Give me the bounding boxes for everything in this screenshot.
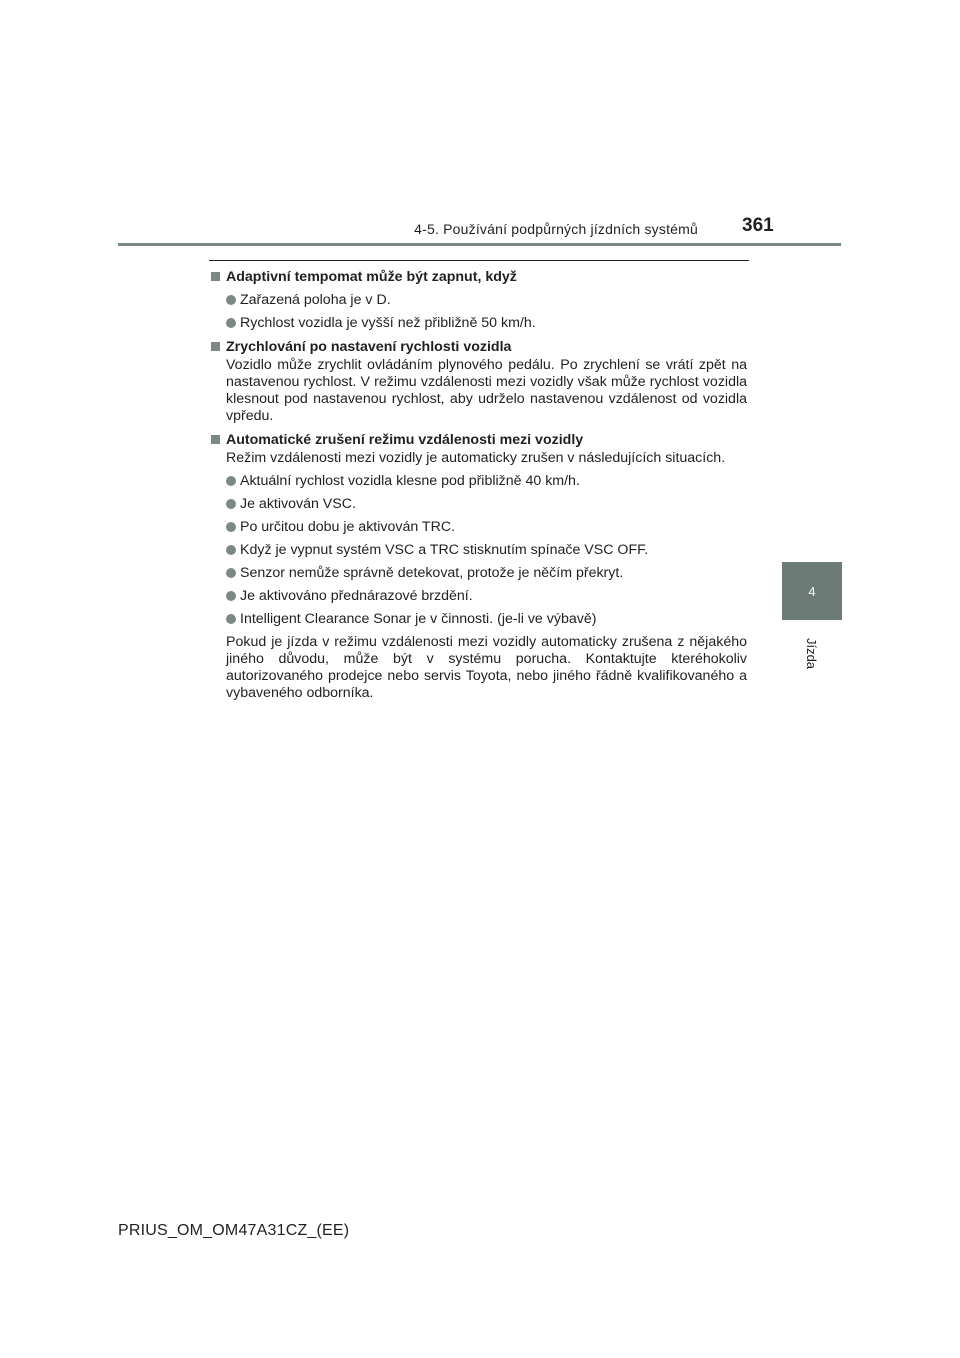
- chapter-label-container: [782, 628, 842, 678]
- square-bullet-icon: [211, 272, 220, 281]
- list-item: Rychlost vozidla je vyšší než přibližně 50 km/h.: [209, 315, 747, 332]
- list-item: Aktuální rychlost vozidla klesne pod přibližně 40 km/h.: [209, 473, 747, 490]
- circle-bullet-icon: [226, 614, 236, 624]
- section-heading: Adaptivní tempomat může být zapnut, když: [209, 269, 747, 286]
- circle-bullet-icon: [226, 318, 236, 328]
- header-rule: [118, 243, 841, 246]
- chapter-tab[interactable]: [782, 562, 842, 620]
- list-item: Je aktivováno přednárazové brzdění.: [209, 588, 747, 605]
- circle-bullet-icon: [226, 591, 236, 601]
- square-bullet-icon: [211, 342, 220, 351]
- circle-bullet-icon: [226, 476, 236, 486]
- section-title: 4-5. Používání podpůrných jízdních systémů: [414, 221, 698, 237]
- list-item: Zařazená poloha je v D.: [209, 292, 747, 309]
- document-code: PRIUS_OM_OM47A31CZ_(EE): [118, 1222, 350, 1239]
- list-item: Po určitou dobu je aktivován TRC.: [209, 519, 747, 536]
- list-item: Když je vypnut systém VSC a TRC stisknutím spínače VSC OFF.: [209, 542, 747, 559]
- section-rule: [209, 260, 749, 261]
- circle-bullet-icon: [226, 295, 236, 305]
- list-item: Je aktivován VSC.: [209, 496, 747, 513]
- chapter-label: Jízda: [804, 637, 820, 669]
- circle-bullet-icon: [226, 522, 236, 532]
- closing-paragraph: Pokud je jízda v režimu vzdálenosti mezi vozidly automaticky zrušena z nějakého jiného důvodu, může být v systému porucha. Kontaktujte kteréhokoliv autorizovaného prodejce nebo servis Toyota, nebo jiného řádně kvalifikovaného a vybaveného odborníka.: [226, 634, 747, 701]
- page-number: 361: [742, 215, 774, 236]
- section-paragraph: Vozidlo může zrychlit ovládáním plynového pedálu. Po zrychlení se vrátí zpět na nastavenou rychlost. V režimu vzdálenosti mezi vozidly však může rychlost vozidla klesnout pod nastavenou rychlost, aby udrželo nastavenou vzdálenost od vozidla vpředu.: [226, 357, 747, 424]
- list-item: Intelligent Clearance Sonar je v činnosti. (je-li ve výbavě): [209, 611, 747, 628]
- chapter-number: 4: [808, 583, 816, 599]
- section-heading: Automatické zrušení režimu vzdálenosti mezi vozidly: [209, 432, 747, 449]
- section-heading: Zrychlování po nastavení rychlosti vozidla: [209, 339, 747, 356]
- section-paragraph: Režim vzdálenosti mezi vozidly je automaticky zrušen v následujících situacích.: [226, 450, 726, 466]
- page-header: [0, 0, 960, 250]
- main-content: [209, 265, 747, 702]
- circle-bullet-icon: [226, 499, 236, 509]
- list-item: Senzor nemůže správně detekovat, protože je něčím překryt.: [209, 565, 747, 582]
- circle-bullet-icon: [226, 568, 236, 578]
- circle-bullet-icon: [226, 545, 236, 555]
- square-bullet-icon: [211, 435, 220, 444]
